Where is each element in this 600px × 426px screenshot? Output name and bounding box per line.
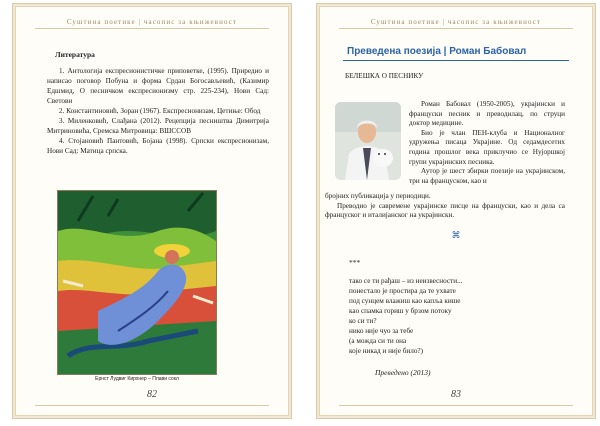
title-rule — [343, 60, 569, 61]
poem-stars: *** — [349, 258, 361, 267]
bio-paragraph: Аутор је шест збирки поезије на украјинском, три на француском, као и — [409, 167, 565, 185]
literature-title: Литература — [55, 50, 95, 59]
literature-item: 2. Константиновић, Зоран (1967). Експресионизам, Цетиње: Обод — [59, 107, 261, 115]
poem — [349, 276, 569, 356]
poem-line: (а можда си ти она — [349, 337, 407, 345]
head-rule — [339, 28, 573, 29]
bio-paragraph: Роман Бабовал (1950-2005), украјински и француски песник и преводилац, по струци доктор медицине. — [409, 100, 565, 128]
kirchner-painting — [57, 190, 217, 375]
poem-line: које никад и није било?) — [349, 347, 424, 355]
poem-line: као спамка гориш у брзом потоку — [349, 307, 452, 315]
literature-item: 3. Миленковић, Слађана (2012). Рецепција песништва Димитрија Митриновића, Сремска Митровица: ВШССОВ — [47, 117, 269, 135]
literature-item: 1. Антологија експресионистичке приповетке, (1995). Приредио и написао поговор Побуна и форма Срдан Богосављевић, (Казимир Едшмид, О песничком експресионизму стр. 225-234), Нови Сад: Светови — [47, 67, 269, 105]
bio-paragraphs — [409, 100, 565, 186]
poem-line: ко си ти? — [349, 317, 377, 325]
page-number: 83 — [451, 389, 461, 400]
right-page — [316, 3, 596, 419]
ornament-icon: ⌘ — [451, 230, 461, 240]
literature-list — [47, 66, 269, 156]
poem-line: понестало је простира да те ухвате — [349, 287, 456, 295]
bio-paragraph: Био је члан ПЕН-клуба и Националног удружења писаца Украјине. Од седамдесетих година прошлог века приклучио се Нујоршкој групи украјинских песника. — [409, 128, 565, 166]
poem-line: тако се ти рађаш – из неизвесности... — [349, 277, 463, 285]
bio-paragraph: бројних публикација у периодици. — [325, 192, 431, 200]
running-head: Суштина поетике | часопис за књижевност — [370, 18, 542, 26]
author-photo — [335, 102, 401, 180]
section-title: Преведена поезија | Роман Бабовал — [347, 46, 527, 57]
bio-paragraph: Преводио је савремене украјинске писце на француски, као и дела са француског и италијанског на украјински. — [325, 201, 565, 220]
head-rule — [35, 28, 269, 29]
note-title: БЕЛЕШКА О ПЕСНИКУ — [345, 72, 424, 80]
page-number: 82 — [147, 389, 157, 400]
left-page — [12, 3, 292, 419]
foot-rule — [339, 405, 573, 406]
foot-rule — [35, 405, 269, 406]
poem-line: нико није чуо за тебе — [349, 327, 414, 335]
image-caption: Ернст Лудвиг Кирхнер – Плави сокл — [95, 376, 179, 382]
bio-continued — [325, 192, 565, 221]
running-head: Суштина поетике | часопис за књижевност — [66, 18, 238, 26]
poem-line: под сунцем влажиш као капља кише — [349, 297, 461, 305]
poem-signature: Преведено (2013) — [375, 368, 431, 377]
literature-item: 4. Стојановић Пантовић, Бојана (1998). Српски експресионизам, Нови Сад: Матица српска. — [47, 137, 269, 155]
